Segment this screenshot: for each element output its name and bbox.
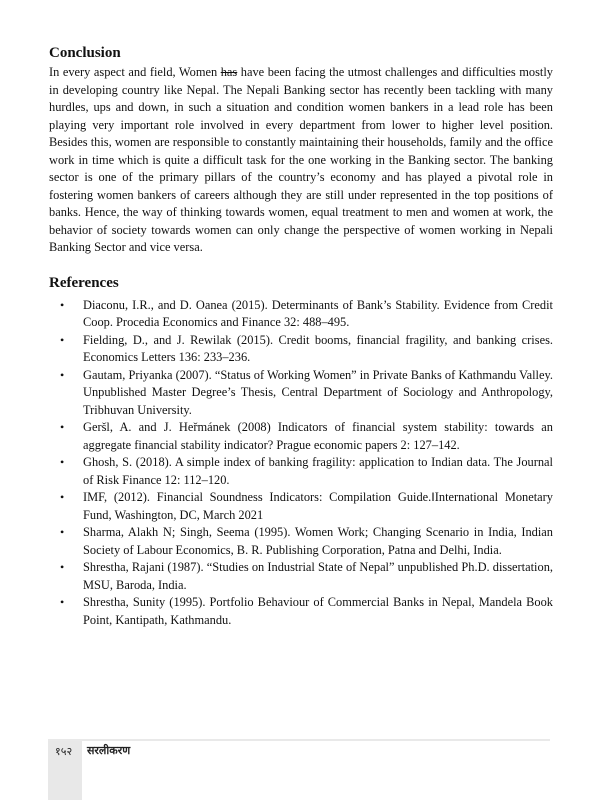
reference-text: Shrestha, Sunity (1995). Portfolio Behaviour of Commercial Banks in Nepal, Mandela Book Point, Kantipath, Kathmandu. [83, 595, 553, 627]
conclusion-section [49, 44, 553, 257]
reference-item [49, 524, 553, 559]
references-section [49, 274, 553, 630]
reference-item [49, 419, 553, 454]
reference-text: Gautam, Priyanka (2007). “Status of Working Women” in Private Banks of Kathmandu Valley. Unpublished Master Degree’s Thesis, Central Department of Sociology and Anthropology, Tribhuvan University. [83, 367, 553, 417]
bullet-icon: • [60, 297, 65, 312]
conclusion-text-rest: have been facing the utmost challenges and difficulties mostly in developing country like Nepal. The Nepali Banking sector has recently been tackling with many hurdles, ups and down, in such a situation and condition women bankers in a lead role has been playing very important role involved in every department from lower to higher level position. Besides this, women are responsible to constantly maintaining their households, family and the office work in time which is quite a difficult task for the one working in the Banking sector. The banking sector is one of the primary pillars of the country’s economy and has played a pivotal role in fostering women bankers of careers although they are still under represented in the top positions of banks. Hence, the way of thinking towards women, equal treatment to men and women at work, the behavior of society towards women can only change the perspective of women working in Nepali Banking Sector and vice versa. [49, 65, 554, 254]
reference-item [49, 454, 553, 489]
document-page [49, 44, 553, 629]
page-number: १५२ [55, 745, 73, 758]
reference-item [49, 489, 553, 524]
conclusion-paragraph [49, 64, 553, 257]
references-list [49, 297, 553, 630]
reference-item [49, 559, 553, 594]
bullet-icon: • [60, 367, 65, 382]
bullet-icon: • [60, 595, 65, 609]
conclusion-heading: Conclusion [49, 45, 121, 61]
reference-item [49, 367, 553, 420]
publication-title: सरलीकरण [87, 744, 131, 757]
reference-text: Geršl, A. and J. Heřmánek (2008) Indicators of financial system stability: towards an aggregate financial stability indicator? Prague economic papers 2: 127–142. [83, 420, 553, 452]
bullet-icon: • [60, 490, 65, 504]
references-heading: References [49, 274, 119, 291]
reference-item [49, 594, 553, 629]
reference-item [49, 297, 553, 332]
reference-text: Sharma, Alakh N; Singh, Seema (1995). Women Work; Changing Scenario in India, Indian Society of Labour Economics, B. R. Publishing Corporation, Patna and Delhi, India. [83, 525, 553, 557]
reference-text: Shrestha, Rajani (1987). “Studies on Industrial State of Nepal” unpublished Ph.D. dissertation, MSU, Baroda, India. [83, 560, 553, 592]
bullet-icon: • [60, 525, 65, 539]
bullet-icon: • [60, 332, 65, 347]
bullet-icon: • [60, 420, 65, 434]
conclusion-text-start: In every aspect and field, Women [49, 65, 221, 79]
reference-text: Fielding, D., and J. Rewilak (2015). Credit booms, financial fragility, and banking crises. Economics Letters 136: 233–236. [83, 332, 553, 364]
bullet-icon: • [60, 560, 65, 574]
reference-text: IMF, (2012). Financial Soundness Indicators: Compilation Guide.‖International Monetary Fund, Washington, DC, March 2021 [83, 490, 553, 522]
reference-item [49, 332, 553, 367]
struck-word: has [220, 65, 238, 79]
reference-text: Ghosh, S. (2018). A simple index of banking fragility: application to Indian data. The Journal of Risk Finance 12: 112–120. [83, 455, 553, 487]
bullet-icon: • [60, 455, 65, 469]
footer-divider [48, 739, 550, 741]
reference-text: Diaconu, I.R., and D. Oanea (2015). Determinants of Bank’s Stability. Evidence from Credit Coop. Procedia Economics and Finance 32: 488–495. [83, 297, 553, 329]
